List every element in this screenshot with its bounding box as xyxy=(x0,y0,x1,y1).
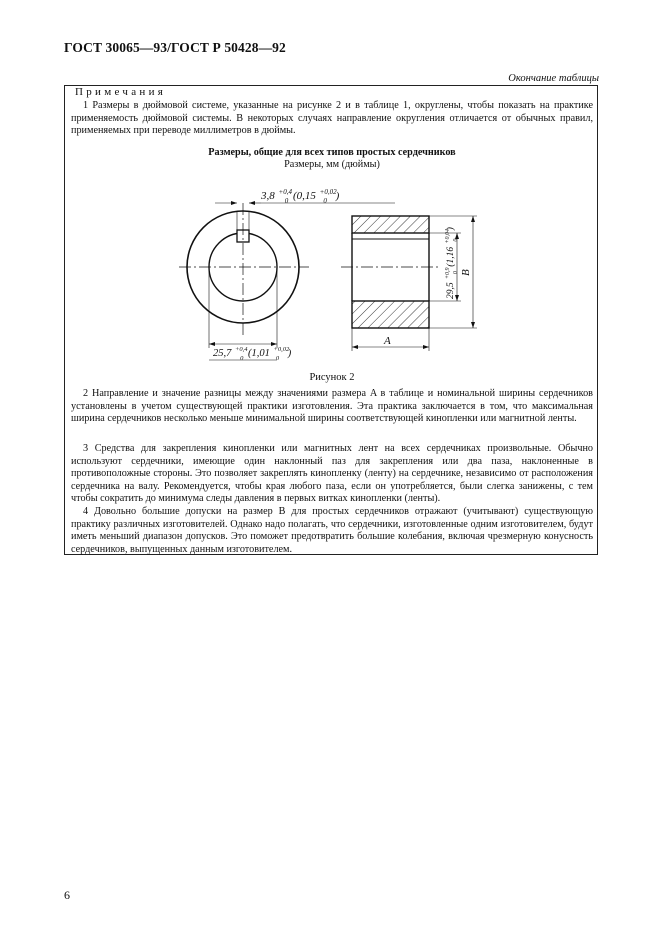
core-drawing xyxy=(65,86,599,376)
dimension-A-label: A xyxy=(384,335,391,347)
figure-subtitle: Размеры, мм (дюймы) xyxy=(284,159,380,170)
ring-front-view xyxy=(179,185,395,363)
figure-title: Размеры, общие для всех типов простых сердечников xyxy=(208,147,456,158)
page-number: 6 xyxy=(64,888,70,902)
figure-caption: Рисунок 2 xyxy=(309,372,355,383)
table-continuation-label: Окончание таблицы xyxy=(508,73,599,84)
section-bottom-hatch xyxy=(352,301,429,328)
slot-dimension-label: 3,8 $^{+0,4}$ 0 (0,15 $^{+0,02}$ 0 ) xyxy=(261,188,340,205)
notes-box xyxy=(64,85,598,555)
notes-heading: Примечания xyxy=(75,86,167,98)
page-header: ГОСТ 30065—93/ГОСТ Р 50428—92 xyxy=(64,40,286,55)
bore-dimension-label: 25,7 $^{+0,4}$ 0 (1,01 $^{+0,02}$ 0 ) xyxy=(213,346,292,362)
section-top-hatch xyxy=(352,216,429,233)
dimension-B-label: B xyxy=(460,269,472,276)
slot-tol: +0,4 xyxy=(278,188,292,196)
ring-section-view xyxy=(341,216,477,351)
height-dimension-label: 29,5 $^{+0,9}$ 0 (1,16 $^{+0,04}$ 0 ) xyxy=(445,227,459,299)
note-4: 4 Довольно большие допуски на размер B для простых сердечников отражают (учитывают) существующую практику различных изготовителей. Однако надо полагать, что сердечники, изготовленные одним изготовителем, будут иметь меньший диапазон допусков. Это поможет предотвратить большие колебания, включая чрезмерную конусность сердечников, выпущенных данным изготовителем. xyxy=(71,506,593,555)
note-1: 1 Размеры в дюймовой системе, указанные на рисунке 2 и в таблице 1, округлены, чтобы показать на практике применяемость дюймовой системы. В некоторых случаях направление округления отличается от обычных правил, применяемых при переводе миллиметров в дюймы. xyxy=(71,100,593,137)
note-3: 3 Средства для закрепления кинопленки или магнитных лент на всех сердечниках произвольные. Обычно используют сердечники, имеющие один наклонный паз для закрепления или два паза, наклоненные в противоположные стороны. Это позволяет закреплять кинопленку (ленту) на сердечнике, независимо от расположения сердечника на валу. Рекомендуется, чтобы края любого паза, если он употребляется, были слегка занижены, с тем чтобы сократить до минимума следы давления в первых витках кинопленки (ленты). xyxy=(71,443,593,505)
note-2: 2 Направление и значение разницы между значениями размера A в таблице и номинальной ширины сердечников установлены в учетом существующей практики изготовления. Эта практика заключается в том, что максимальная ширина сердечников несколько меньше минимальной ширины соответствующей кинопленки или магнитной ленты. xyxy=(71,388,593,425)
